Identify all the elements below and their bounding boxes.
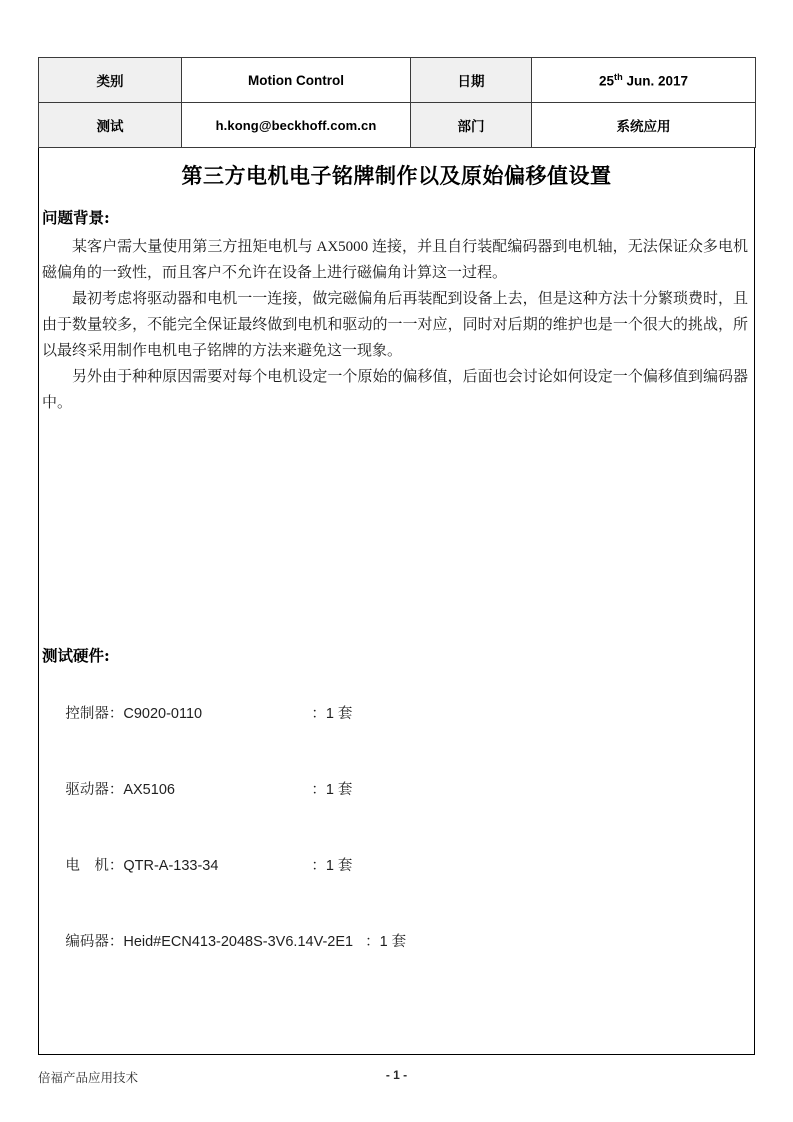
- list-item: [42, 676, 748, 752]
- hardware-quantity: ：1 套: [311, 858, 353, 874]
- hardware-quantity: ：1 套: [311, 706, 353, 722]
- background-paragraph-1: 某客户需大量使用第三方扭矩电机与 AX5000 连接，并且自行装配编码器到电机轴，无法保证众多电机磁偏角的一致性，而且客户不允许在设备上进行磁偏角计算这一过程。: [42, 239, 748, 281]
- metadata-value-category: Motion Control: [182, 58, 411, 103]
- hardware-name: 电 机：: [65, 858, 124, 874]
- hardware-name: 控制器：: [65, 706, 124, 722]
- document-metadata-table: [38, 57, 756, 148]
- page-footer: [38, 1068, 755, 1088]
- metadata-label-category: 类别: [39, 58, 182, 103]
- section-heading-background: 问题背景:: [42, 208, 110, 227]
- hardware-model: Heid#ECN413-2048S-3V6.14V-2E1: [123, 934, 354, 950]
- footer-company-text: 倍福产品应用技术: [38, 1071, 139, 1085]
- section-spacer: [42, 416, 748, 644]
- metadata-value-department: 系统应用: [532, 103, 756, 148]
- table-row: [39, 58, 756, 103]
- hardware-model: C9020-0110: [123, 706, 203, 722]
- metadata-label-date: 日期: [411, 58, 532, 103]
- section-heading-hardware: 测试硬件:: [42, 646, 110, 665]
- hardware-name: 驱动器：: [65, 782, 124, 798]
- hardware-quantity: ：1 套: [311, 782, 353, 798]
- metadata-value-date: [532, 58, 756, 103]
- date-day: 25: [599, 73, 615, 89]
- hardware-name: 编码器：: [65, 934, 124, 950]
- metadata-value-tester-email: h.kong@beckhoff.com.cn: [182, 103, 411, 148]
- footer-page-number: - 1 -: [385, 1068, 408, 1082]
- hardware-quantity: ：1 套: [365, 934, 407, 950]
- hardware-list: [42, 676, 748, 980]
- metadata-label-department: 部门: [411, 103, 532, 148]
- page-title: 第三方电机电子铭牌制作以及原始偏移值设置: [181, 163, 612, 188]
- list-item: [42, 828, 748, 904]
- background-paragraph-3: 另外由于种种原因需要对每个电机设定一个原始的偏移值，后面也会讨论如何设定一个偏移值到编码器中。: [42, 369, 748, 411]
- table-row: [39, 103, 756, 148]
- list-item: [42, 904, 748, 980]
- list-item: [42, 752, 748, 828]
- date-month-year: Jun. 2017: [622, 73, 688, 89]
- hardware-model: AX5106: [123, 782, 175, 798]
- metadata-label-tester: 测试: [39, 103, 182, 148]
- hardware-model: QTR-A-133-34: [123, 858, 219, 874]
- background-paragraph-2: 最初考虑将驱动器和电机一一连接，做完磁偏角后再装配到设备上去，但是这种方法十分繁琐费时，且由于数量较多，不能完全保证最终做到电机和驱动的一一对应，同时对后期的维护也是一个很大的挑战，所以最终采用制作电机电子铭牌的方法来避免这一现象。: [42, 291, 748, 359]
- date-ordinal-suffix: th: [614, 71, 623, 82]
- document-body: [42, 206, 748, 980]
